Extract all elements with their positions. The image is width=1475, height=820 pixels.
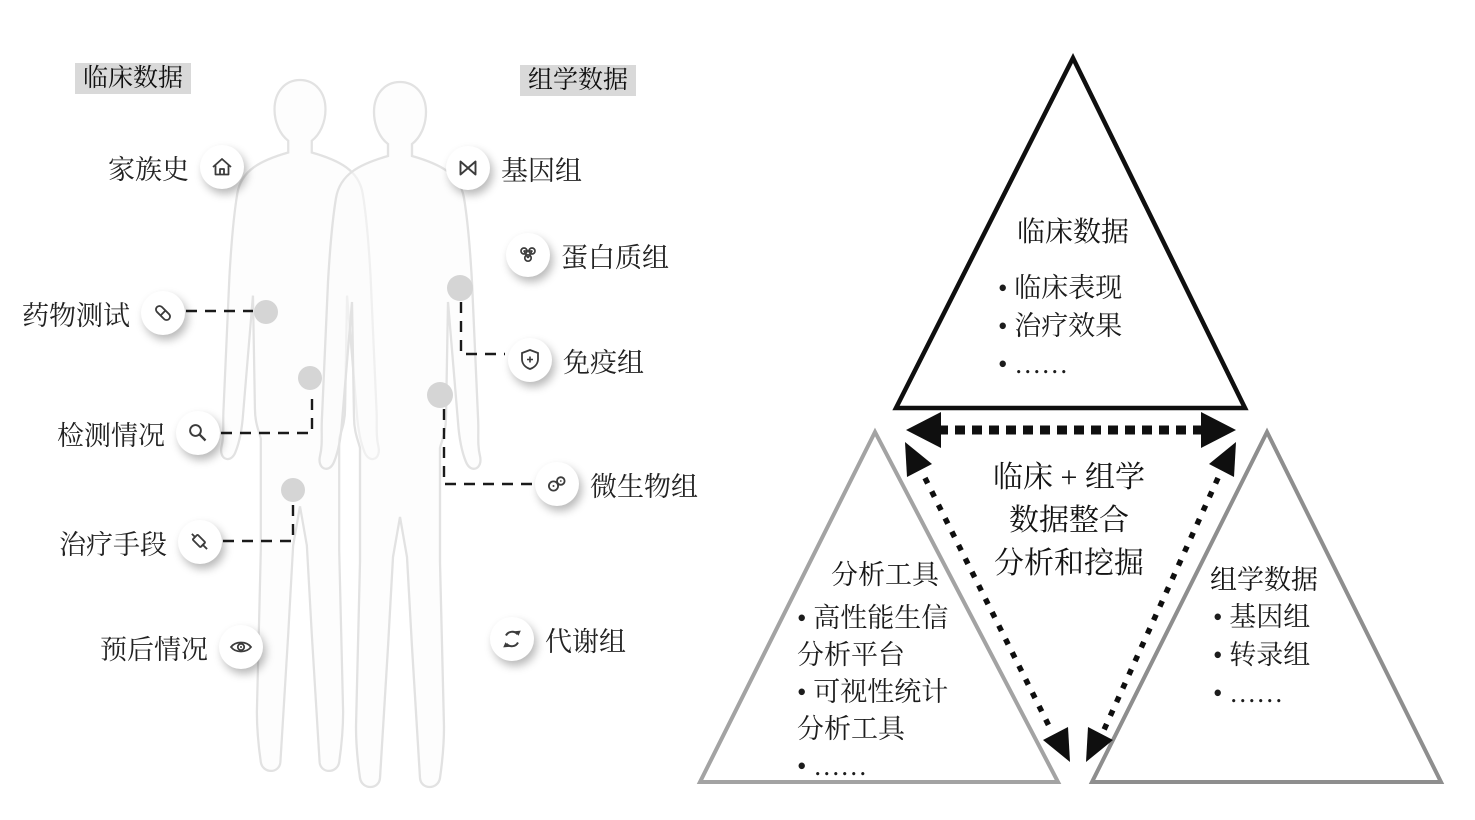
label-text: 免疫组 bbox=[563, 347, 644, 378]
label-row-treatment bbox=[0, 520, 222, 564]
pill-icon bbox=[150, 300, 176, 326]
arrowhead-right bbox=[1201, 412, 1236, 448]
label-text: 代谢组 bbox=[545, 626, 626, 657]
microbe-icon bbox=[544, 471, 570, 497]
triangle-title-clinical: 临床数据 bbox=[1016, 217, 1130, 248]
arrowhead-left bbox=[906, 412, 941, 448]
label-text: 微生物组 bbox=[590, 471, 698, 502]
triangle-title-omics: 组学数据 bbox=[1210, 565, 1318, 595]
label-row-proteome bbox=[506, 233, 766, 277]
label-row-prognosis bbox=[23, 625, 263, 669]
center-text-line: 数据整合 bbox=[1008, 504, 1129, 537]
marker-dot-test bbox=[298, 366, 322, 390]
marker-dot-immune bbox=[447, 275, 473, 301]
dna-icon bbox=[455, 155, 481, 181]
icon-badge bbox=[141, 291, 185, 335]
label-row-metabolome bbox=[490, 617, 750, 661]
bullet-line: • 可视性统计 bbox=[797, 677, 949, 707]
label-text: 基因组 bbox=[501, 155, 582, 186]
center-text-line: 分析和挖掘 bbox=[993, 547, 1144, 580]
icon-badge bbox=[535, 462, 579, 506]
omics-header-chip: 组学数据 bbox=[520, 65, 636, 96]
bullet-line: 分析平台 bbox=[797, 640, 905, 670]
label-text: 蛋白质组 bbox=[561, 242, 669, 273]
label-text: 治疗手段 bbox=[59, 529, 167, 560]
marker-dot-drug bbox=[254, 300, 278, 324]
center-text-line: 临床 + 组学 bbox=[993, 461, 1145, 494]
protein-icon bbox=[515, 242, 541, 268]
arrowhead-up-left bbox=[905, 442, 932, 477]
icon-badge bbox=[176, 411, 220, 455]
bullet-line: • 治疗效果 bbox=[998, 311, 1123, 341]
cycle-icon bbox=[499, 626, 525, 652]
magnifier-icon bbox=[185, 420, 211, 446]
label-text: 检测情况 bbox=[57, 420, 165, 451]
icon-badge bbox=[219, 625, 263, 669]
label-row-immunome bbox=[508, 338, 768, 382]
bullet-line: • …… bbox=[1213, 678, 1284, 708]
arrow-horizontal bbox=[906, 412, 1236, 448]
bullet-line: 分析工具 bbox=[797, 714, 905, 744]
icon-badge bbox=[178, 520, 222, 564]
label-text: 预后情况 bbox=[100, 634, 208, 665]
triangle-bullets-tools bbox=[797, 600, 948, 785]
icon-badge bbox=[200, 145, 244, 189]
label-row-family-history bbox=[4, 145, 244, 189]
marker-dot-microbiome bbox=[427, 382, 453, 408]
label-text: 药物测试 bbox=[22, 300, 130, 331]
label-row-test-status bbox=[0, 411, 220, 455]
icon-badge bbox=[506, 233, 550, 277]
bullet-line: • 基因组 bbox=[1213, 602, 1311, 632]
label-row-genome bbox=[446, 146, 706, 190]
bullet-line: • …… bbox=[998, 349, 1069, 379]
triangle-title-tools: 分析工具 bbox=[831, 560, 939, 590]
bullet-line: • 临床表现 bbox=[998, 273, 1123, 303]
icon-badge bbox=[490, 617, 534, 661]
arrowhead-up-right bbox=[1209, 442, 1236, 477]
icon-badge bbox=[446, 146, 490, 190]
label-text: 家族史 bbox=[108, 154, 189, 185]
bullet-line: • …… bbox=[797, 751, 868, 781]
triangle-bullets-clinical bbox=[998, 269, 1122, 383]
center-integration-text bbox=[993, 456, 1145, 585]
label-row-drug-test bbox=[0, 291, 185, 335]
syringe-icon bbox=[187, 529, 213, 555]
bullet-line: • 转录组 bbox=[1213, 640, 1311, 670]
marker-dot-treatment bbox=[281, 478, 305, 502]
eye-icon bbox=[228, 634, 254, 660]
shield-icon bbox=[517, 347, 543, 373]
label-row-microbiome bbox=[535, 462, 795, 506]
bullet-line: • 高性能生信 bbox=[797, 603, 949, 633]
clinical-header-chip: 临床数据 bbox=[75, 63, 191, 94]
icon-badge bbox=[508, 338, 552, 382]
house-icon bbox=[209, 154, 235, 180]
triangle-bullets-omics bbox=[1213, 598, 1310, 712]
